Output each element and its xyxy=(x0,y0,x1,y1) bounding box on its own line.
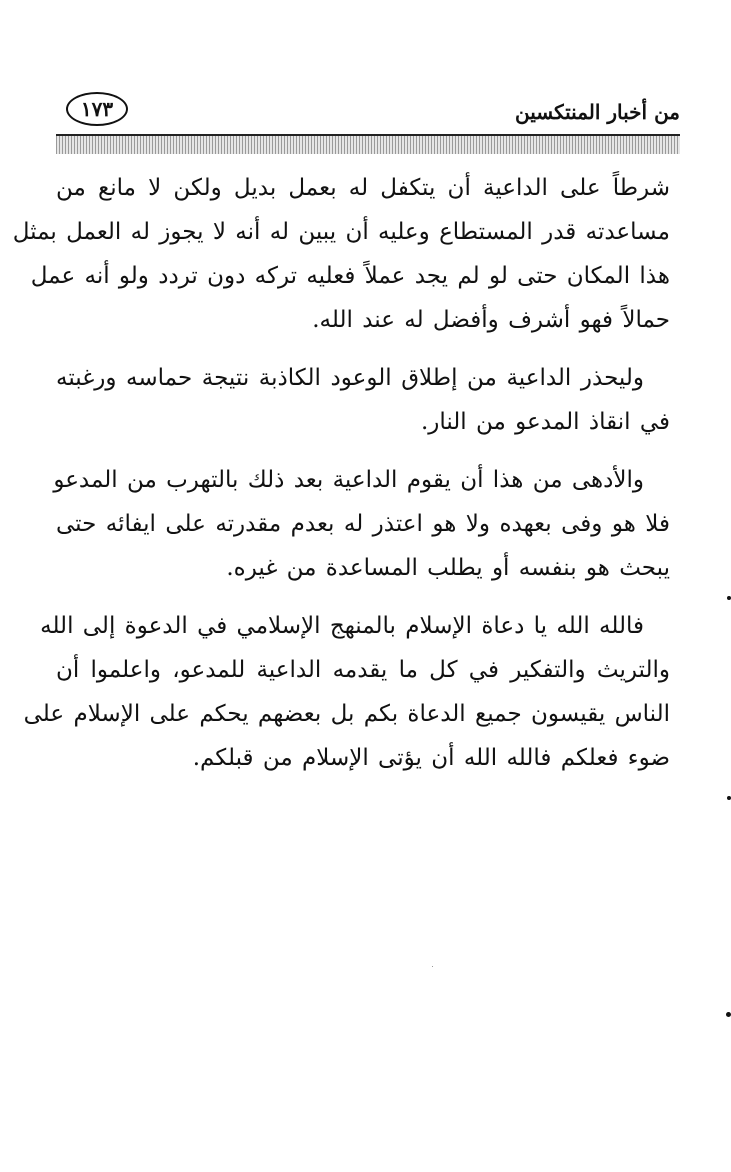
scan-speck xyxy=(726,1012,731,1017)
scan-speck xyxy=(432,966,433,967)
scan-speck xyxy=(727,596,731,600)
text-line: والتريث والتفكير في كل ما يقدمه الداعية للمدعو، واعلموا أن xyxy=(56,657,670,683)
text-line: في انقاذ المدعو من النار. xyxy=(420,409,670,435)
running-title: من أخبار المنتكسين xyxy=(515,100,680,124)
page-body xyxy=(12,166,670,794)
text-line: وليحذر الداعية من إطلاق الوعود الكاذبة نتيجة حماسه ورغبته xyxy=(56,365,644,391)
text-line: حمالاً فهو أشرف وأفضل له عند الله. xyxy=(312,307,670,333)
header-rule xyxy=(56,134,680,154)
paragraph-1 xyxy=(12,166,670,342)
text-line: والأدهى من هذا أن يقوم الداعية بعد ذلك بالتهرب من المدعو xyxy=(53,467,644,493)
paragraph-3 xyxy=(53,458,670,590)
text-line: فلا هو وفى بعهده ولا هو اعتذر له بعدم مقدرته على ايفائه حتى xyxy=(56,511,670,537)
paragraph-2 xyxy=(56,356,670,444)
text-line: هذا المكان حتى لو لم يجد عملاً فعليه تركه دون تردد ولو أنه عمل xyxy=(30,263,670,289)
page-number: ١٧٣ xyxy=(66,92,128,126)
text-line: مساعدته قدر المستطاع وعليه أن يبين له أنه لا يجوز له العمل بمثل xyxy=(12,219,670,245)
text-line: شرطاً على الداعية أن يتكفل له بعمل بديل ولكن لا مانع من xyxy=(56,175,670,201)
paragraph-4 xyxy=(23,604,670,780)
text-line: ضوء فعلكم فالله الله أن يؤتى الإسلام من قبلكم. xyxy=(192,745,670,771)
page-header xyxy=(56,88,680,132)
text-line: فالله الله يا دعاة الإسلام بالمنهج الإسلامي في الدعوة إلى الله xyxy=(40,613,644,639)
text-line: يبحث هو بنفسه أو يطلب المساعدة من غيره. xyxy=(226,555,670,581)
text-line: الناس يقيسون جميع الدعاة بكم بل بعضهم يحكم على الإسلام على xyxy=(23,701,670,727)
scan-speck xyxy=(727,796,731,800)
